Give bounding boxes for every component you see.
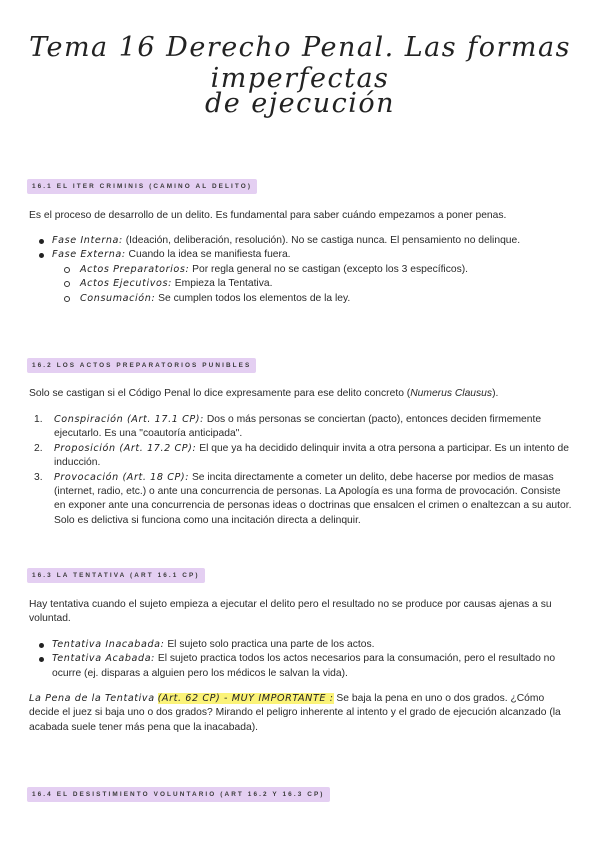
list-item: Tentativa Inacabada: El sujeto solo practica una parte de los actos. — [34, 638, 574, 652]
section-16-3-intro: Hay tentativa cuando el sujeto empieza a ejecutar el delito pero el resultado no se produce por causas ajenas a su voluntad. — [29, 599, 552, 625]
list-item: Tentativa Acabada: El sujeto practica todos los actos necesarios para la consumación, pero el resultado no ocurre (ej. disparas a alguien pero los médicos le salvan la vida). — [34, 652, 574, 681]
page-title: Tema 16 Derecho Penal. Las formas imperfectas — [29, 32, 571, 94]
list-item: Consumación: Se cumplen todos los elementos de la ley. — [34, 292, 574, 306]
section-heading-16-2: 16.2 LOS ACTOS PREPARATORIOS PUNIBLES — [27, 358, 256, 373]
list-item: Actos Preparatorios: Por regla general no se castigan (excepto los 3 específicos). — [34, 263, 574, 277]
section-heading-16-3: 16.3 LA TENTATIVA (ART 16.1 CP) — [27, 568, 205, 583]
fase-externa-sublist — [34, 263, 574, 306]
list-item: Fase Externa: Cuando la idea se manifiesta fuera. — [34, 248, 574, 262]
list-item: 2. Proposición (Art. 17.2 CP): El que ya ha decidido delinquir invita a otra persona a participar. Es un intento de inducción. — [34, 442, 569, 469]
section-16-1-intro: Es el proceso de desarrollo de un delito. Es fundamental para saber cuándo empezamos a poner penas. — [29, 210, 507, 221]
page-title-continued: de ejecución — [204, 88, 396, 119]
tentativa-list — [34, 638, 574, 681]
highlight-marker: (Art. 62 CP) - MUY IMPORTANTE : — [157, 693, 334, 704]
iter-criminis-list — [34, 234, 574, 263]
pena-tentativa-paragraph: La Pena de la Tentativa (Art. 62 CP) - MUY IMPORTANTE : Se baja la pena en uno o dos grados. ¿Cómo decide el juez si baja uno o dos grados? Mirando el peligro inherente al intento y el grado de ejecución alcanzado (la acabada suele tener más pena que la inacabada). — [29, 693, 561, 733]
list-item: Actos Ejecutivos: Empieza la Tentativa. — [34, 277, 574, 291]
section-16-2-intro: Solo se castigan si el Código Penal lo dice expresamente para ese delito concreto (Numerus Clausus). — [29, 388, 499, 399]
section-heading-16-4: 16.4 EL DESISTIMIENTO VOLUNTARIO (ART 16.2 Y 16.3 CP) — [27, 787, 330, 802]
list-item: 3. Provocación (Art. 18 CP): Se incita directamente a cometer un delito, debe hacerse por medios de masas (internet, radio, etc.) o ante una concurrencia de personas. La Apología es una forma de provocación. Consiste en exponer ante una concurrencia de personas ideas o doctrinas que ensalcen el crimen o enaltezcan a su autor. Solo es delictiva si funciona como una incitación directa a delinquir. — [34, 471, 572, 526]
list-item: 1. Conspiración (Art. 17.1 CP): Dos o más personas se conciertan (pacto), entonces deciden firmemente ejecutarlo. Es una "coautoría anticipada". — [34, 414, 542, 440]
list-item: Fase Interna: (Ideación, deliberación, resolución). No se castiga nunca. El pensamiento no delinque. — [34, 234, 574, 248]
section-heading-16-1: 16.1 EL ITER CRIMINIS (CAMINO AL DELITO) — [27, 179, 257, 194]
actos-preparatorios-list — [34, 413, 574, 528]
